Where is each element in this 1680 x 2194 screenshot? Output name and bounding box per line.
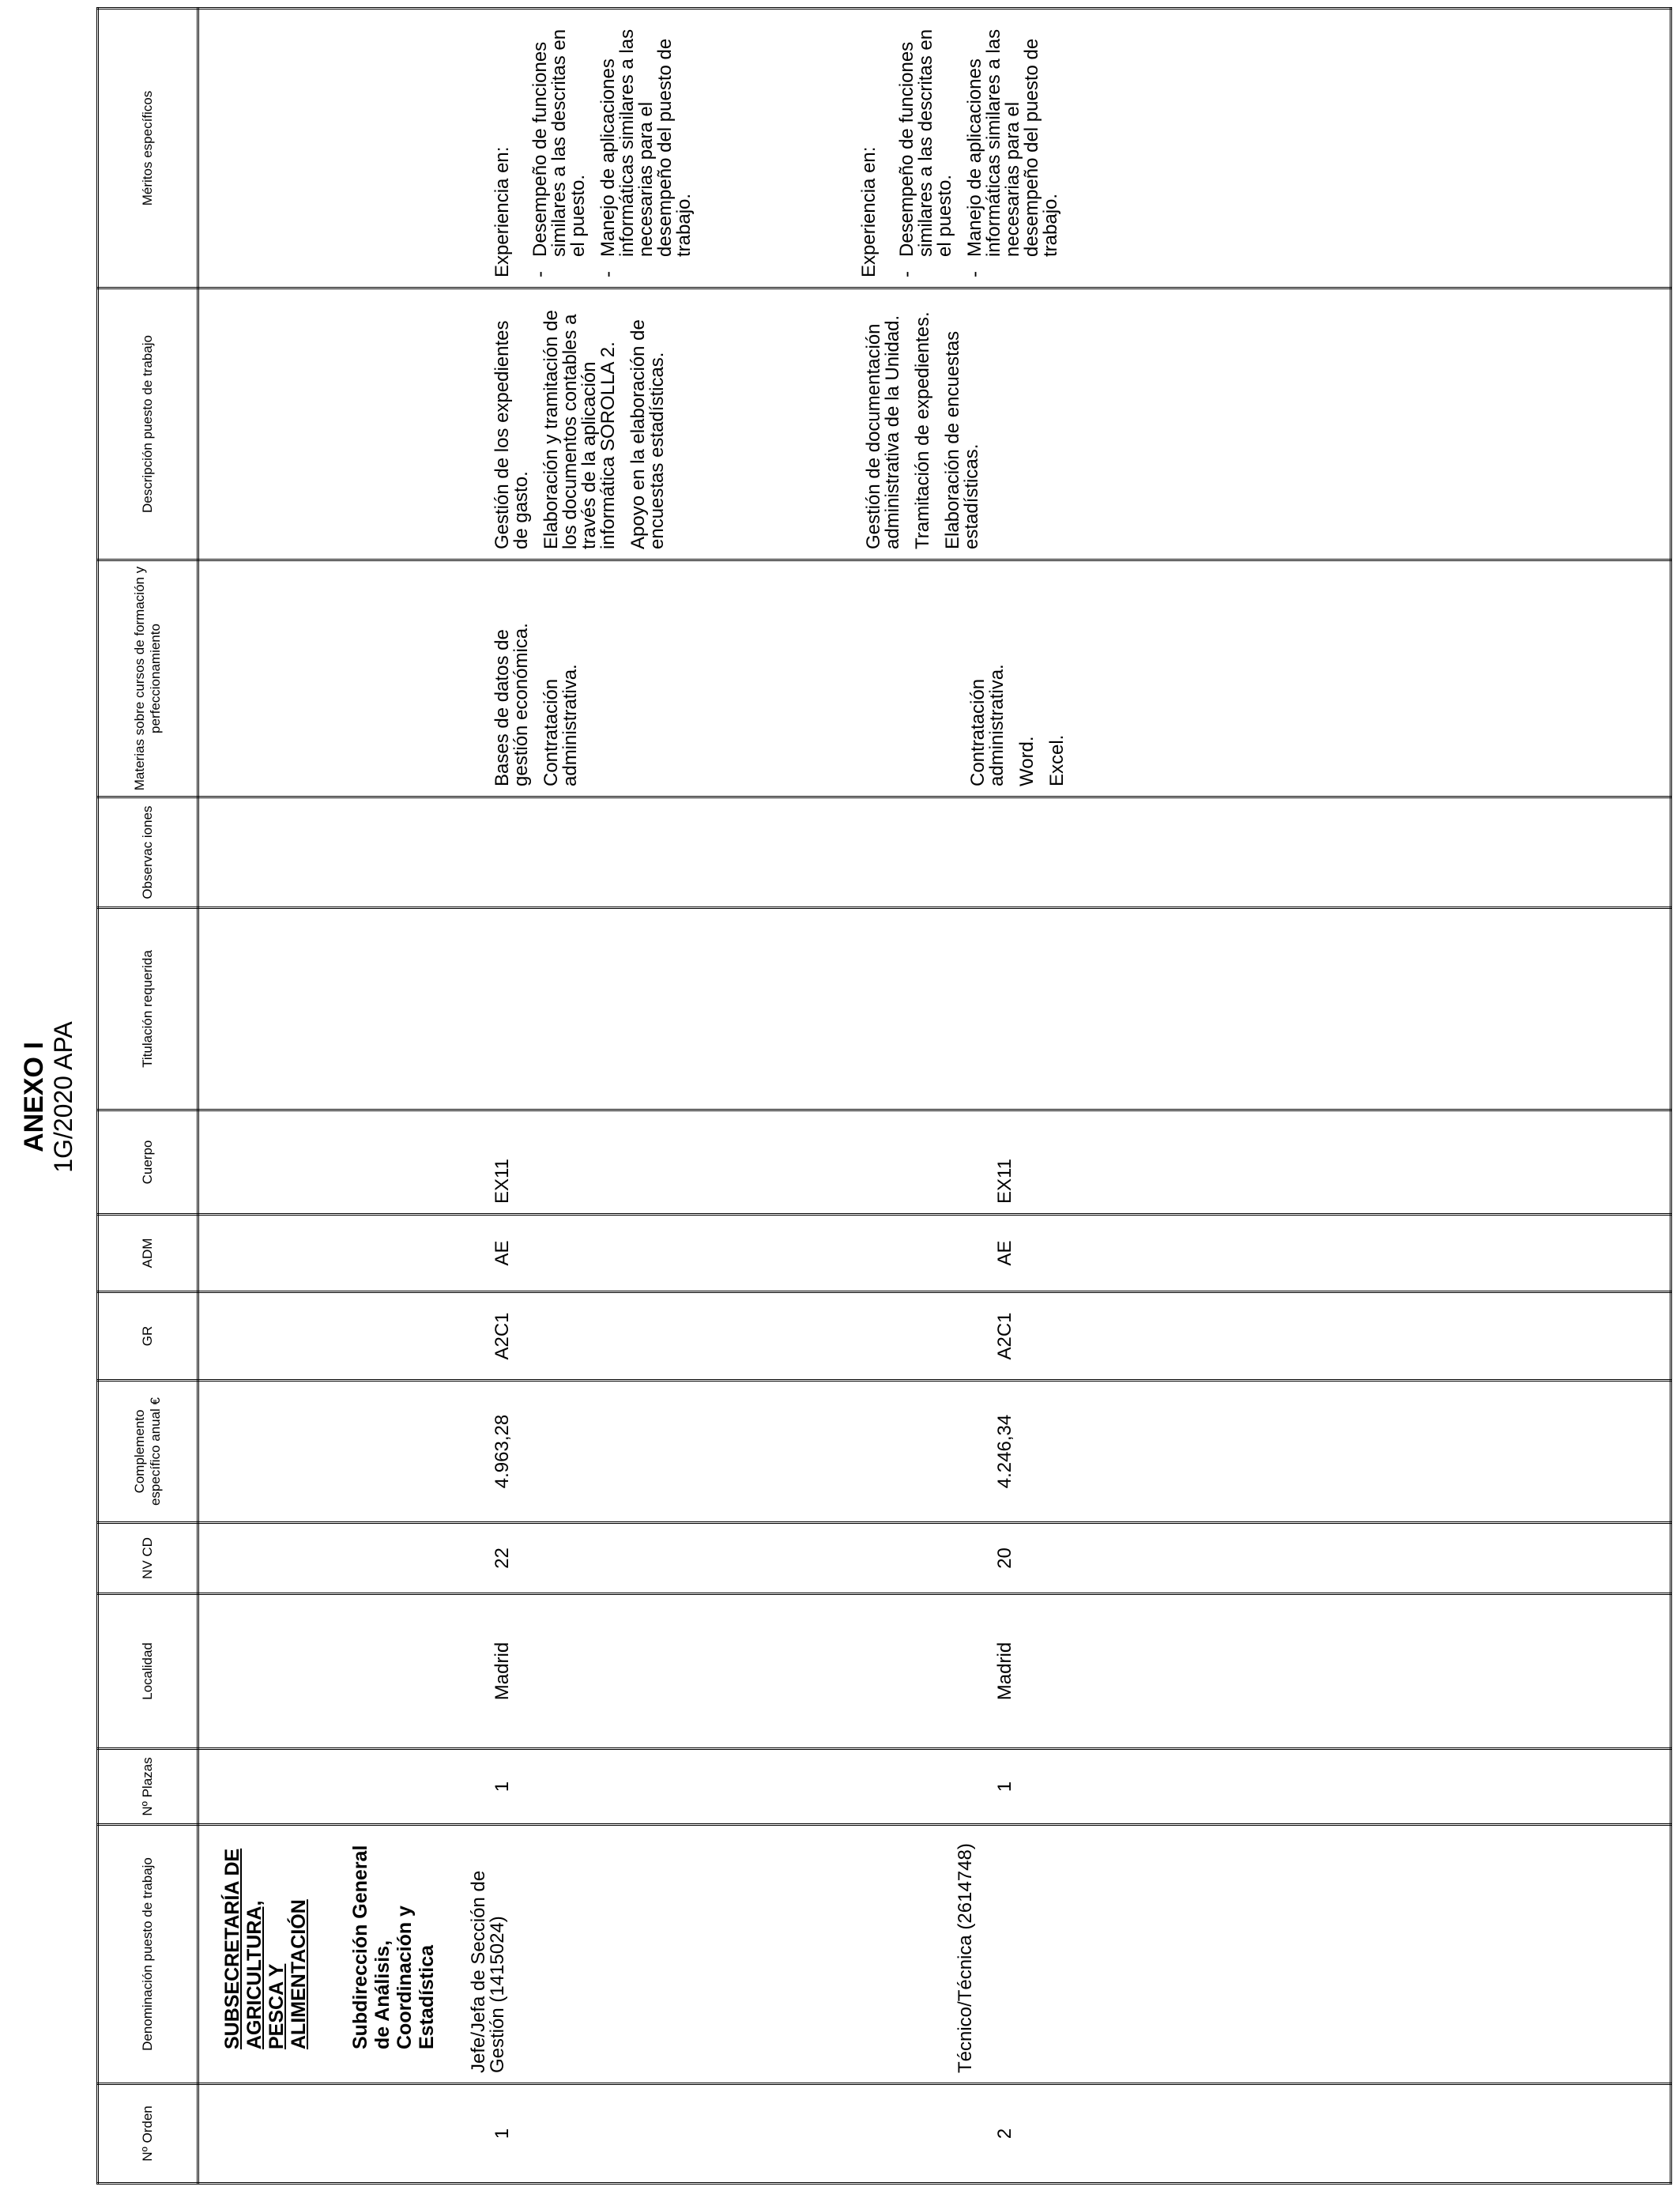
row2-orden: 2 xyxy=(994,2128,1015,2139)
col-header-complemento: Complemento específico anual € xyxy=(98,1381,198,1523)
row2-plazas: 1 xyxy=(994,1781,1015,1793)
document-header xyxy=(19,0,77,2194)
row2-complemento: 4.246,34 xyxy=(994,1414,1015,1489)
row1-complemento: 4.963,28 xyxy=(492,1414,513,1489)
col-header-adm: ADM xyxy=(98,1215,198,1292)
materias-cell xyxy=(198,560,1671,797)
orden-cell xyxy=(198,2084,1671,2184)
col-header-materias: Materias sobre cursos de formación y perfeccionamiento xyxy=(98,560,198,797)
positions-table xyxy=(96,7,1672,2185)
row2-meritos xyxy=(860,19,1060,277)
observaciones-cell xyxy=(198,797,1671,908)
row1-descripcion-item: Apoyo en la elaboración de encuestas estadísticas. xyxy=(627,319,668,549)
row2-descripcion-item: Gestión de documentación administrativa de la Unidad. xyxy=(863,315,903,549)
table-body-row xyxy=(198,9,1671,2184)
row1-adm: AE xyxy=(492,1240,513,1266)
plazas-cell xyxy=(198,1749,1671,1825)
col-header-orden: Nº Orden xyxy=(98,2084,198,2184)
row1-materia-item: Bases de datos de gestión económica. xyxy=(492,623,532,786)
adm-cell xyxy=(198,1215,1671,1292)
complemento-cell xyxy=(198,1381,1671,1523)
row1-materias xyxy=(493,571,580,786)
row1-plazas: 1 xyxy=(492,1781,513,1793)
row2-materia-item: Excel. xyxy=(1046,734,1068,786)
localidad-cell xyxy=(198,1594,1671,1749)
col-header-observaciones: Observac iones xyxy=(98,797,198,908)
row2-localidad: Madrid xyxy=(994,1642,1015,1701)
col-header-descripcion: Descripción puesto de trabajo xyxy=(98,288,198,560)
col-header-meritos: Méritos específicos xyxy=(98,9,198,288)
col-header-cuerpo: Cuerpo xyxy=(98,1110,198,1215)
row1-merito-item: - Desempeño de funciones similares a las descritas en el puesto. xyxy=(529,28,589,277)
row1-denominacion: Jefe/Jefa de Sección de Gestión (1415024) xyxy=(468,1870,508,2073)
titulacion-cell xyxy=(198,908,1671,1110)
row2-grupo: A2C1 xyxy=(994,1312,1015,1360)
col-header-denominacion: Denominación puesto de trabajo xyxy=(98,1825,198,2084)
document-title: ANEXO I xyxy=(19,1042,49,1152)
cuerpo-cell xyxy=(198,1110,1671,1215)
row2-descripcion xyxy=(864,299,981,549)
row1-meritos-intro: Experiencia en: xyxy=(492,146,513,277)
row1-orden: 1 xyxy=(492,2128,513,2139)
subdireccion-heading: Subdirección General de Análisis, Coordinación y Estadística xyxy=(349,1845,438,2049)
col-header-plazas: Nº Plazas xyxy=(98,1749,198,1825)
row1-cuerpo: EX11 xyxy=(492,1159,513,1204)
nivel-cell xyxy=(198,1523,1671,1594)
row2-merito-item: - Desempeño de funciones similares a las descritas en el puesto. xyxy=(896,28,955,277)
col-header-localidad: Localidad xyxy=(98,1594,198,1749)
row2-adm: AE xyxy=(994,1240,1015,1266)
row2-descripcion-item: Tramitación de expedientes. xyxy=(912,311,933,549)
row2-meritos-intro: Experiencia en: xyxy=(858,146,880,277)
grupo-cell xyxy=(198,1292,1671,1381)
section-heading xyxy=(199,1835,438,2073)
row1-descripcion xyxy=(493,299,667,549)
row2-materia-item: Contratación administrativa. xyxy=(967,664,1008,786)
row1-materia-item: Contratación administrativa. xyxy=(541,664,581,786)
row1-merito-item: - Manejo de aplicaciones informáticas similares a las necesarias para el desempeño del puesto de trabajo. xyxy=(597,28,695,277)
row2-materia-item: Word. xyxy=(1016,736,1038,786)
descripcion-cell xyxy=(198,288,1671,560)
row1-descripcion-item: Gestión de los expedientes de gasto. xyxy=(492,320,532,549)
table-header-row xyxy=(98,9,198,2184)
row1-grupo: A2C1 xyxy=(492,1312,513,1360)
denominacion-cell xyxy=(198,1825,1671,2084)
row2-merito-item: - Manejo de aplicaciones informáticas similares a las necesarias para el desempeño del puesto de trabajo. xyxy=(964,28,1061,277)
col-header-nivel: NV CD xyxy=(98,1523,198,1594)
col-header-grupo: GR xyxy=(98,1292,198,1381)
row1-nivel: 22 xyxy=(492,1547,513,1569)
row1-localidad: Madrid xyxy=(492,1642,513,1701)
meritos-cell xyxy=(198,9,1671,288)
row1-meritos xyxy=(493,19,694,277)
col-header-titulacion: Titulación requerida xyxy=(98,908,198,1110)
subsecretaria-heading: SUBSECRETARÍA DE AGRICULTURA, PESCA Y ALIMENTACIÓN xyxy=(221,1848,310,2049)
row2-materias xyxy=(969,571,1067,786)
row2-denominacion: Técnico/Técnica (2614748) xyxy=(955,1843,976,2073)
row1-descripcion-item: Elaboración y tramitación de los documentos contables a través de la aplicación informática SOROLLA 2. xyxy=(541,310,619,549)
document-subtitle: 1G/2020 APA xyxy=(49,1021,77,1173)
row2-descripcion-item: Elaboración de encuestas estadísticas. xyxy=(942,330,982,549)
row2-nivel: 20 xyxy=(994,1547,1015,1569)
row2-cuerpo: EX11 xyxy=(994,1159,1015,1204)
